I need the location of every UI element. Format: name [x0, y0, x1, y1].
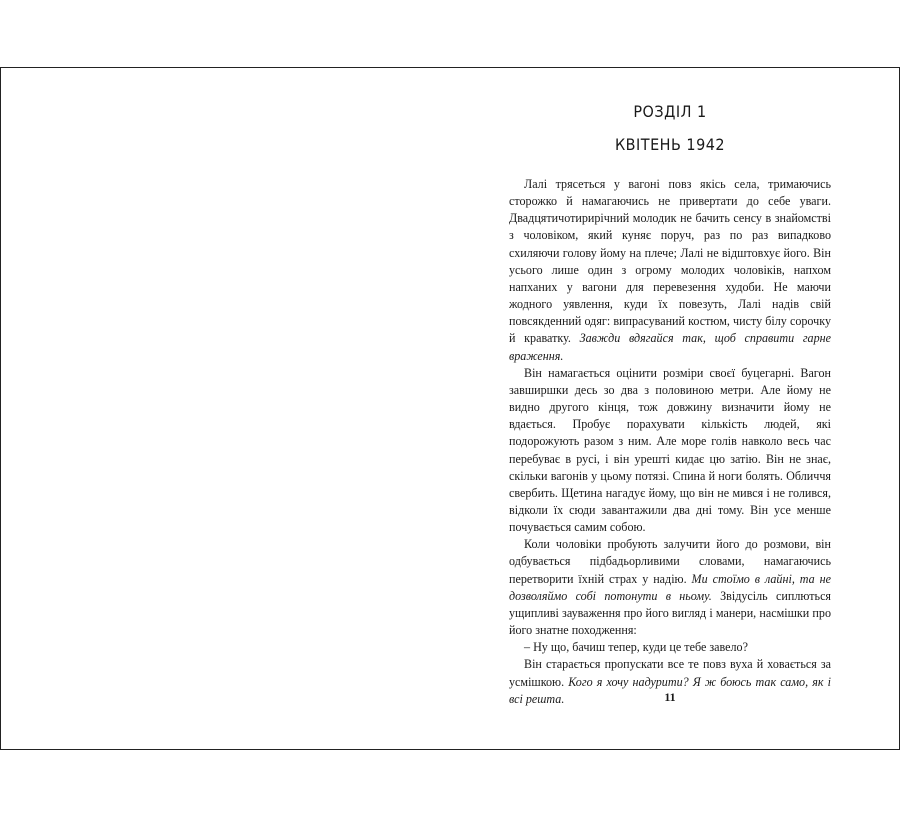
right-page [509, 100, 831, 708]
italic-segment: Завжди вдягайся так, щоб справити гарне враження. [509, 331, 832, 363]
text-segment: Він намагається оцінити розміри своєї буцегарні. Вагон завширшки десь зо два з половиною метри. Але йому не видно другого кінця, тож довжину визначити йому не вдається. Пробує порахувати кількість людей, які подорожують разом з ним. Але море голів навколо весь час перебуває в русі, і він урешті кидає цю затію. Він не знає, скільки вагонів у цьому потязі. Спина й ноги болять. Обличчя свербить. Щетина нагадує йому, що він не мився і не голився, відколи їх сюди завантажили два дні тому. Він усе менше почувається самим собою. [509, 365, 831, 535]
paragraph [509, 536, 831, 639]
paragraph [509, 176, 831, 365]
chapter-date: КВІТЕНЬ 1942 [614, 135, 726, 154]
text-segment: Лалі трясеться у вагоні повз якісь села, тримаючись сторожко й намагаючись не привертати до себе уваги. Двадцятичотирирічний молодик не бачить сенсу в знайомстві з чоловіком, який куняє поруч, раз по раз випадково схиляючи голову йому на плече; Лалі не відштовхує його. Він усього лише один з огрому молодих чоловіків, напхом напханих у вагони для перевезення худоби. Не маючи жодного уявлення, куди їх повезуть, Лалі надів свій повсякденний одяг: випрасуваний костюм, чисту білу сорочку й краватку. [509, 177, 831, 346]
paragraph [509, 365, 831, 537]
text-segment: Він старається пропускати все те повз вуха й ховається за усмішкою. [509, 657, 831, 689]
chapter-number: РОЗДІЛ 1 [633, 102, 707, 121]
italic-segment: Кого я хочу надурити? Я ж боюсь так само, як і всі решта. [509, 674, 831, 706]
text-segment: – Ну що, бачиш тепер, куди це тебе завело? [524, 640, 748, 655]
text-segment: Коли чоловіки пробують залучити його до розмови, він одбувається підбадьорливими словами, намагаючись перетворити їхній страх у надію. [509, 537, 831, 586]
dialogue-line [509, 639, 831, 656]
body-text [509, 176, 831, 708]
text-segment: Звідусіль сиплються ущипливі зауваження про його вигляд і манери, насмішки про його знатне походження: [509, 588, 831, 638]
page-number: 11 [664, 690, 676, 704]
italic-segment: Ми стоїмо в лайні, та не дозволяймо собі потонути в ньому. [509, 571, 831, 603]
